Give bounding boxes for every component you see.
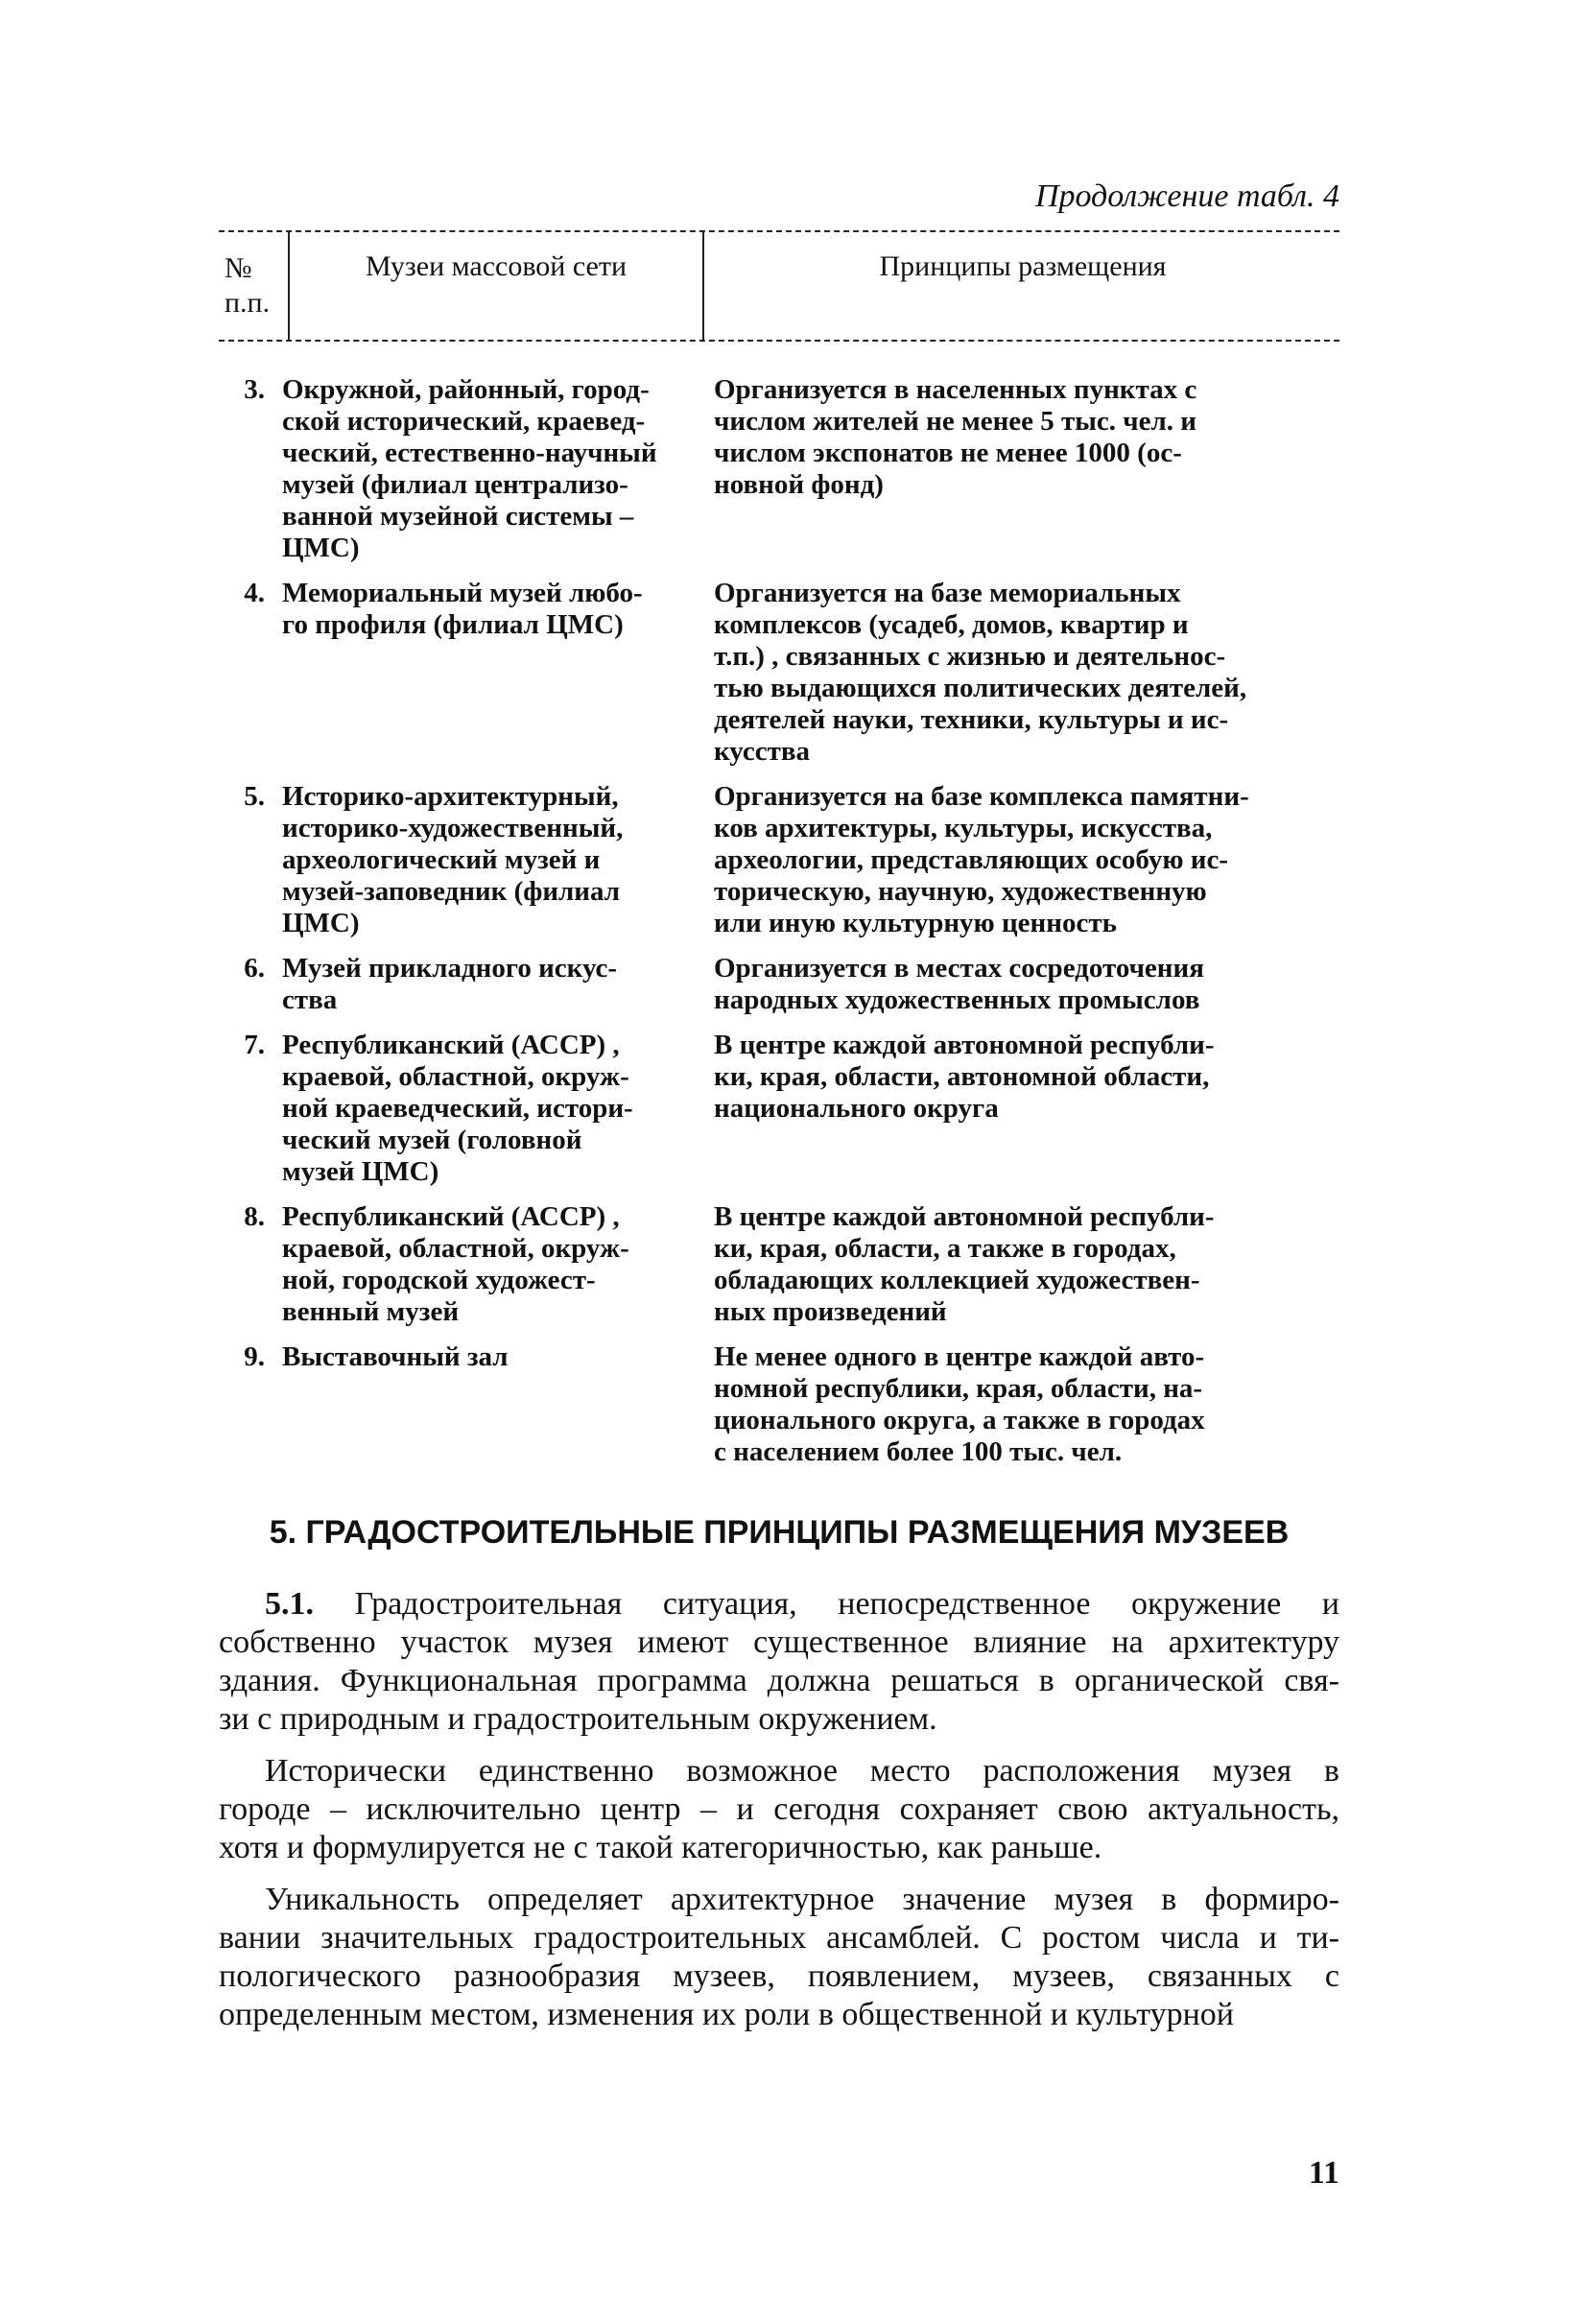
placement-principle-line: торическую, научную, художественную — [714, 876, 1207, 907]
header-divider — [288, 232, 290, 340]
museum-type-line: Музей прикладного искус- — [282, 953, 618, 984]
header-number-line: п.п. — [225, 287, 271, 319]
placement-principle-line: числом экспонатов не менее 1000 (ос- — [714, 438, 1182, 468]
museum-type-line: археологический музей и — [282, 844, 601, 875]
placement-principle-line: ки, края, области, автономной области, — [714, 1061, 1210, 1092]
placement-principle-cell — [710, 953, 1339, 1016]
row-number: 5. — [244, 781, 265, 812]
museum-type-line: го профиля (филиал ЦМС) — [282, 609, 624, 640]
placement-principle-line: Организуется на базе комплекса памятни- — [714, 781, 1249, 812]
museum-type-line: Выставочный зал — [282, 1341, 509, 1372]
placement-principle-line: В центре каждой автономной республи- — [714, 1030, 1215, 1060]
placement-principle-line: В центре каждой автономной республи- — [714, 1201, 1215, 1232]
placement-principle-line: национального округа — [714, 1093, 999, 1124]
museum-type-cell — [269, 1341, 710, 1373]
header-divider — [702, 232, 704, 340]
museum-type-line: краевой, областной, окруж- — [282, 1061, 629, 1092]
table-row — [219, 953, 1339, 1016]
placement-principle-line: т.п.) , связанных с жизнью и деятельнос- — [714, 641, 1226, 672]
museum-type-cell — [269, 578, 710, 641]
museum-type-line: ЦМС) — [282, 908, 360, 938]
row-number: 6. — [244, 953, 265, 984]
row-number: 3. — [244, 374, 265, 405]
placement-principle-cell — [710, 374, 1339, 501]
placement-principle-line: Организуется на базе мемориальных — [714, 578, 1181, 608]
museum-type-cell — [269, 781, 710, 939]
museum-type-cell — [269, 953, 710, 1016]
header-museums: Музеи массовой сети — [365, 250, 628, 282]
placement-principle-line: народных художественных промыслов — [714, 984, 1200, 1015]
table-row — [219, 578, 1339, 768]
placement-principle-line: археологии, представляющих особую ис- — [714, 844, 1228, 875]
placement-principle-line: комплексов (усадеб, домов, квартир и — [714, 609, 1189, 640]
placement-principle-cell — [710, 1341, 1339, 1468]
paragraph-line: определенным местом, изменения их роли в общественной и культурной — [219, 1997, 1235, 2032]
table-row — [219, 1341, 1339, 1468]
museum-type-line: музей ЦМС) — [282, 1156, 439, 1187]
placement-principle-line: новной фонд) — [714, 469, 884, 500]
paragraph — [219, 1752, 1339, 1867]
museum-type-line: ной краеведческий, истори- — [282, 1093, 633, 1124]
paragraph-number: 5.1. — [265, 1586, 314, 1622]
section-title: 5. ГРАДОСТРОИТЕЛЬНЫЕ ПРИНЦИПЫ РАЗМЕЩЕНИЯ МУЗЕЕВ — [269, 1514, 1290, 1551]
placement-principle-line: Не менее одного в центре каждой авто- — [714, 1341, 1205, 1372]
museum-type-line: ческий музей (головной — [282, 1125, 582, 1155]
header-number-line: № — [225, 252, 252, 284]
placement-principle-line: ных произведений — [714, 1296, 947, 1327]
row-number: 9. — [244, 1341, 265, 1372]
museum-type-line: историко-художественный, — [282, 813, 624, 843]
table-continuation-caption: Продолжение табл. 4 — [1034, 178, 1339, 214]
placement-principle-cell — [710, 781, 1339, 939]
museum-type-line: Республиканский (АССР) , — [282, 1201, 620, 1232]
museum-type-line: венный музей — [282, 1296, 460, 1327]
paragraph — [219, 1585, 1339, 1739]
row-number: 7. — [244, 1030, 265, 1060]
museum-type-line: краевой, областной, окруж- — [282, 1233, 629, 1264]
header-number — [225, 251, 284, 320]
museum-type-line: ванной музейной системы – — [282, 501, 634, 532]
row-number: 8. — [244, 1201, 265, 1232]
paragraph-line: Исторически единственно возможное место расположения музея в — [265, 1753, 1339, 1789]
museum-type-line: ской исторический, краевед- — [282, 406, 646, 437]
museum-type-cell — [269, 374, 710, 564]
table-row — [219, 1030, 1339, 1188]
museum-type-line: Окружной, районный, город- — [282, 374, 650, 405]
placement-principle-line: числом жителей не менее 5 тыс. чел. и — [714, 406, 1196, 437]
museum-type-line: Республиканский (АССР) , — [282, 1030, 620, 1060]
placement-principle-line: или иную культурную ценность — [714, 908, 1117, 938]
placement-principle-line: деятелей науки, техники, культуры и ис- — [714, 704, 1229, 735]
placement-principle-line: ков архитектуры, культуры, искусства, — [714, 813, 1213, 843]
museum-type-line: музей (филиал централизо- — [282, 469, 628, 500]
placement-principle-line: обладающих коллекцией художествен- — [714, 1265, 1200, 1295]
museum-type-line: ной, городской художест- — [282, 1265, 596, 1295]
placement-principle-line: ки, края, области, а также в городах, — [714, 1233, 1176, 1264]
table-row — [219, 781, 1339, 939]
placement-principle-line: ционального округа, а также в городах — [714, 1405, 1205, 1435]
placement-principle-line: Организуется в населенных пунктах с — [714, 374, 1197, 405]
header-principles: Принципы размещения — [879, 250, 1167, 282]
placement-principle-line: тью выдающихся политических деятелей, — [714, 673, 1247, 703]
museum-type-line: ческий, естественно-научный — [282, 438, 657, 468]
placement-principle-line: номной республики, края, области, на- — [714, 1373, 1203, 1404]
placement-principle-cell — [710, 578, 1339, 768]
museum-placement-table — [219, 230, 1339, 1482]
page-number: 11 — [1308, 2155, 1339, 2191]
placement-principle-cell — [710, 1201, 1339, 1328]
museum-type-line: ЦМС) — [282, 533, 360, 563]
paragraph-line-text: Градостроительная ситуация, непосредственное окружение и — [314, 1586, 1339, 1622]
museum-type-cell — [269, 1201, 710, 1328]
row-number: 4. — [244, 578, 265, 608]
paragraph-line: зи с природным и градостроительным окружением. — [219, 1701, 937, 1737]
paragraph-line: городе – исключительно центр – и сегодня сохраняет свою актуальность, — [219, 1791, 1339, 1827]
museum-type-cell — [269, 1030, 710, 1188]
museum-type-line: музей-заповедник (филиал — [282, 876, 621, 907]
table-row — [219, 1201, 1339, 1328]
paragraph-line: хотя и формулируется не с такой категоричностью, как раньше. — [219, 1830, 1102, 1865]
placement-principle-line: кусства — [714, 736, 811, 767]
paragraph-line: вании значительных градостроительных ансамблей. С ростом числа и ти- — [219, 1920, 1339, 1956]
table-body — [219, 374, 1339, 1468]
paragraph-line: пологического разнообразия музеев, появлением, музеев, связанных с — [219, 1958, 1339, 1994]
paragraph-line — [219, 1585, 1339, 1624]
table-row — [219, 374, 1339, 564]
placement-principle-line: с населением более 100 тыс. чел. — [714, 1436, 1123, 1467]
paragraph-line: собственно участок музея имеют существенное влияние на архитектуру — [219, 1624, 1339, 1660]
paragraph — [219, 1881, 1339, 2034]
section-body — [219, 1585, 1339, 2048]
table-header — [219, 230, 1339, 342]
museum-type-line: ства — [282, 984, 338, 1015]
museum-type-line: Мемориальный музей любо- — [282, 578, 643, 608]
placement-principle-line: Организуется в местах сосредоточения — [714, 953, 1204, 984]
museum-type-line: Историко-архитектурный, — [282, 781, 619, 812]
paragraph-line: здания. Функциональная программа должна решаться в органической свя- — [219, 1663, 1339, 1698]
paragraph-line: Уникальность определяет архитектурное значение музея в формиро- — [265, 1882, 1339, 1917]
placement-principle-cell — [710, 1030, 1339, 1125]
